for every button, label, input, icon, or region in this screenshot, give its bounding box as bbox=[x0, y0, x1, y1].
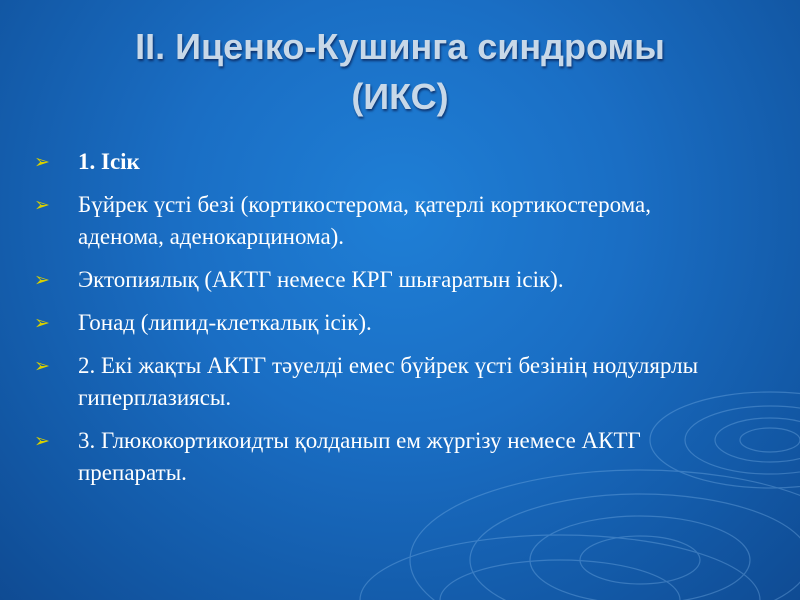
bullet-text: Эктопиялық (АКТГ немесе КРГ шығаратын ісік). bbox=[78, 267, 564, 292]
bullet-item-6 bbox=[34, 425, 734, 489]
arrow-bullet-icon: ➢ bbox=[34, 430, 50, 452]
bullet-item-4 bbox=[34, 307, 734, 339]
bullet-item-1 bbox=[34, 146, 734, 178]
slide-title bbox=[40, 22, 760, 122]
bullet-list bbox=[34, 146, 734, 500]
bullet-text: Гонад (липид-клеткалық ісік). bbox=[78, 310, 372, 335]
slide-title-line-2: (ИКС) bbox=[351, 76, 449, 117]
bullet-text: 1. Ісік bbox=[78, 149, 140, 174]
bullet-text: 2. Екі жақты АКТГ тәуелді емес бүйрек үсті безінің нодулярлы гиперплазиясы. bbox=[78, 353, 699, 410]
bullet-item-3 bbox=[34, 264, 734, 296]
arrow-bullet-icon: ➢ bbox=[34, 194, 50, 216]
bullet-item-5 bbox=[34, 350, 734, 414]
arrow-bullet-icon: ➢ bbox=[34, 151, 50, 173]
bullet-text: Бүйрек үсті безі (кортикостерома, қатерлі кортикостерома, аденома, аденокарцинома). bbox=[78, 192, 651, 249]
bullet-item-2 bbox=[34, 189, 734, 253]
bullet-text: 3. Глюкокортикоидты қолданып ем жүргізу немесе АКТГ препараты. bbox=[78, 428, 641, 485]
arrow-bullet-icon: ➢ bbox=[34, 269, 50, 291]
slide-title-line-1: II. Иценко-Кушинга синдромы bbox=[135, 26, 665, 67]
arrow-bullet-icon: ➢ bbox=[34, 312, 50, 334]
arrow-bullet-icon: ➢ bbox=[34, 355, 50, 377]
